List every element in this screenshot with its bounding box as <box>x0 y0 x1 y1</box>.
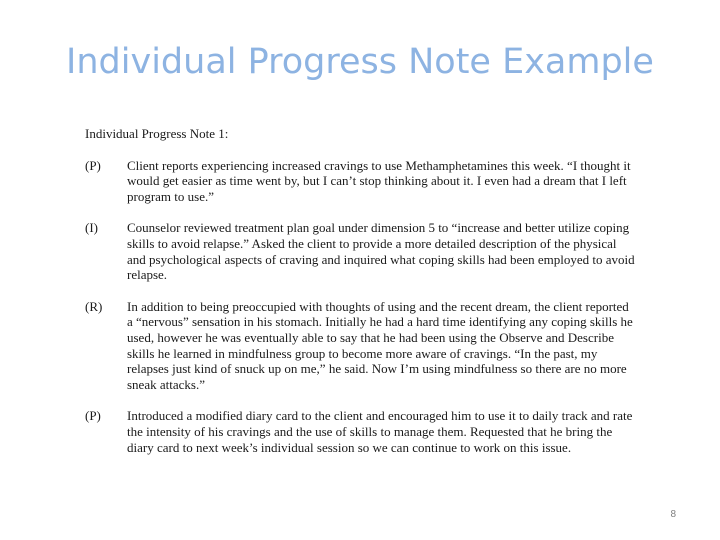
note-entry-plan-1 <box>85 158 637 205</box>
entry-text: Introduced a modified diary card to the client and encouraged him to use it to daily track and rate the intensity of his cravings and the use of skills to manage them. Requested that he bring the diary card to next week’s individual session so we can continue to work on this issue. <box>127 408 633 455</box>
entry-tag: (P) <box>85 408 101 424</box>
entry-tag: (R) <box>85 298 103 314</box>
page-number: 8 <box>670 509 676 520</box>
note-entry-plan-2 <box>85 408 637 455</box>
note-entry-intervention <box>85 220 637 282</box>
entry-text: Client reports experiencing increased cravings to use Methamphetamines this week. “I thought it would get easier as time went by, but I can’t stop thinking about it. I even had a dream that I left program to use.” <box>127 157 631 204</box>
note-heading: Individual Progress Note 1: <box>85 126 229 141</box>
slide-title: Individual Progress Note Example <box>66 42 654 82</box>
entry-tag: (I) <box>85 220 98 236</box>
entry-text: In addition to being preoccupied with thoughts of using and the recent dream, the client reported a “nervous” sensation in his stomach. Initially he had a hard time identifying any coping skills he used, however he was eventually able to say that he had been using the Observe and Describe skills he learned in mindfulness group to become more aware of cravings. “In the past, my relapses just kind of snuck up on me,” he said. Now I’m using mindfulness so there are no more sneak attacks.” <box>127 298 633 392</box>
entry-tag: (P) <box>85 157 101 173</box>
note-entry-response <box>85 299 637 393</box>
entry-text: Counselor reviewed treatment plan goal under dimension 5 to “increase and better utilize coping skills to avoid relapse.” Asked the client to provide a more detailed description of the physical and psychological aspects of craving and inquired what coping skills had been employed to avoid relapse. <box>127 220 635 283</box>
progress-note <box>85 126 637 471</box>
